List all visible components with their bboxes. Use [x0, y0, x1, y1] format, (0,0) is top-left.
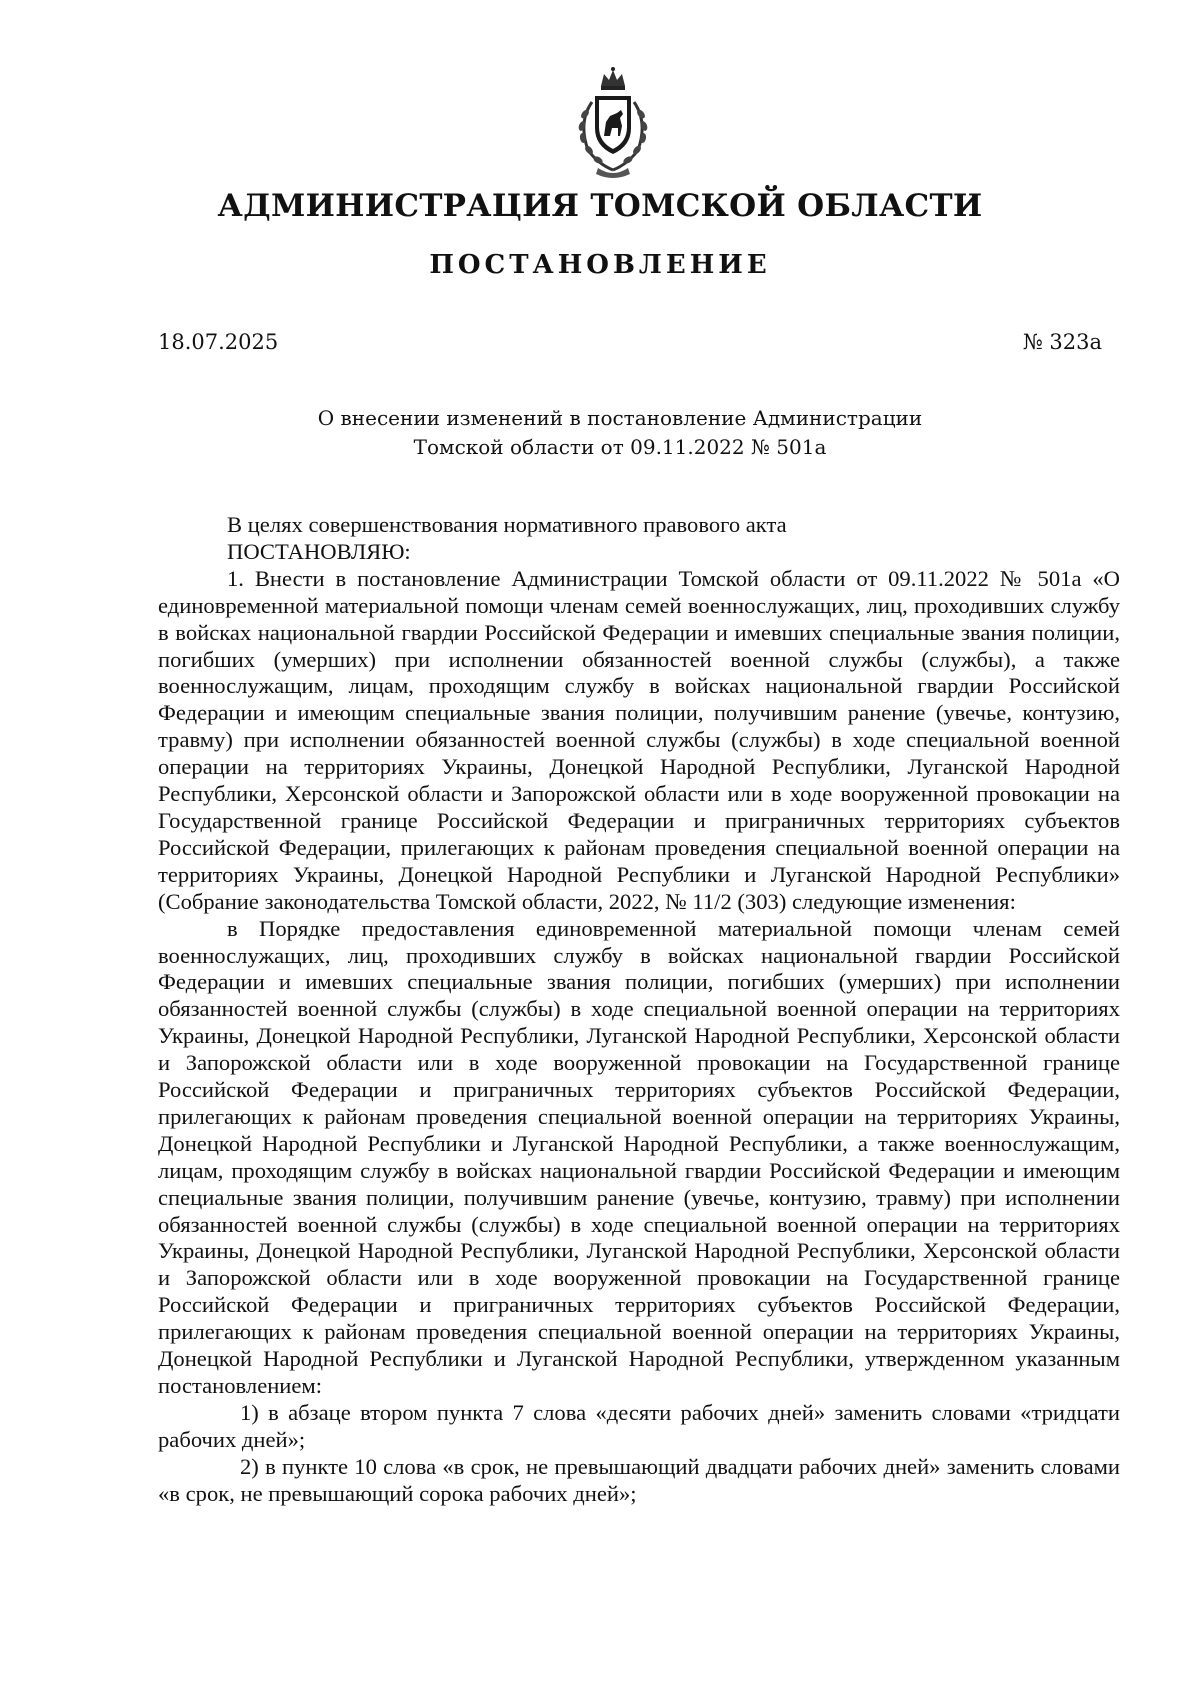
document-number: № 323а: [1022, 330, 1102, 354]
document-subject: [0, 404, 1200, 462]
body-paragraph: в Порядке предоставления единовременной материальной помощи членам семей военнослужащих, лиц, проходивших службу в войсках национальной гвардии Российской Федерации и имевших специальные звания полиции, погибших (умерших) при исполнении обязанностей военной службы (службы) в ходе специальной военной операции на территориях Украины, Донецкой Народной Республики, Луганской Народной Республики, Херсонской области и Запорожской области или в ходе вооруженной провокации на Государственной границе Российской Федерации и приграничных территориях субъектов Российской Федерации, прилегающих к районам проведения специальной военной операции на территориях Украины, Донецкой Народной Республики и Луганской Народной Республики, а также военнослужащим, лицам, проходящим службу в войсках национальной гвардии Российской Федерации и имеющим специальные звания полиции, получившим ранение (увечье, контузию, травму) при исполнении обязанностей военной службы (службы) в ходе специальной военной операции на территориях Украины, Донецкой Народной Республики, Луганской Народной Республики, Херсонской области и Запорожской области или в ходе вооруженной провокации на Государственной границе Российской Федерации и приграничных территориях субъектов Российской Федерации, прилегающих к районам проведения специальной военной операции на территориях Украины, Донецкой Народной Республики и Луганской Народной Республики, утвержденном указанным постановлением:: [158, 915, 1120, 1398]
document-type-heading: ПОСТАНОВЛЕНИЕ: [429, 250, 771, 280]
subject-line: Томской области от 09.11.2022 № 501а: [413, 435, 827, 459]
coat-of-arms-icon: [568, 66, 658, 182]
organization-title: АДМИНИСТРАЦИЯ ТОМСКОЙ ОБЛАСТИ: [217, 188, 983, 224]
list-item: 1) в абзаце втором пункта 7 слова «десяти рабочих дней» заменить словами «тридцати рабочих дней»;: [158, 1399, 1120, 1452]
document-date: 18.07.2025: [158, 330, 279, 354]
subject-line: О внесении изменений в постановление Администрации: [317, 406, 923, 430]
list-item: 2) в пункте 10 слова «в срок, не превышающий двадцати рабочих дней» заменить словами «в срок, не превышающий сорока рабочих дней»;: [158, 1453, 1120, 1506]
decree-word: ПОСТАНОВЛЯЮ:: [227, 538, 411, 564]
document-meta: [158, 330, 1102, 354]
document-body: [158, 512, 1120, 1508]
preamble-paragraph: В целях совершенствования нормативного правового акта: [227, 512, 787, 537]
body-paragraph: 1. Внести в постановление Администрации Томской области от 09.11.2022 № 501а «О единовременной материальной помощи членам семей военнослужащих, лиц, проходивших службу в войсках национальной гвардии Российской Федерации и имевших специальные звания полиции, погибших (умерших) при исполнении обязанностей военной службы (службы), а также военнослужащим, лицам, проходящим службу в войсках национальной гвардии Российской Федерации и имеющим специальные звания полиции, получившим ранение (увечье, контузию, травму) при исполнении обязанностей военной службы (службы) в ходе специальной военной операции на территориях Украины, Донецкой Народной Республики, Луганской Народной Республики, Херсонской области и Запорожской области или в ходе вооруженной провокации на Государственной границе Российской Федерации и приграничных территориях субъектов Российской Федерации, прилегающих к районам проведения специальной военной операции на территориях Украины, Донецкой Народной Республики и Луганской Народной Республики» (Собрание законодательства Томской области, 2022, № 11/2 (303) следующие изменения:: [158, 565, 1120, 914]
